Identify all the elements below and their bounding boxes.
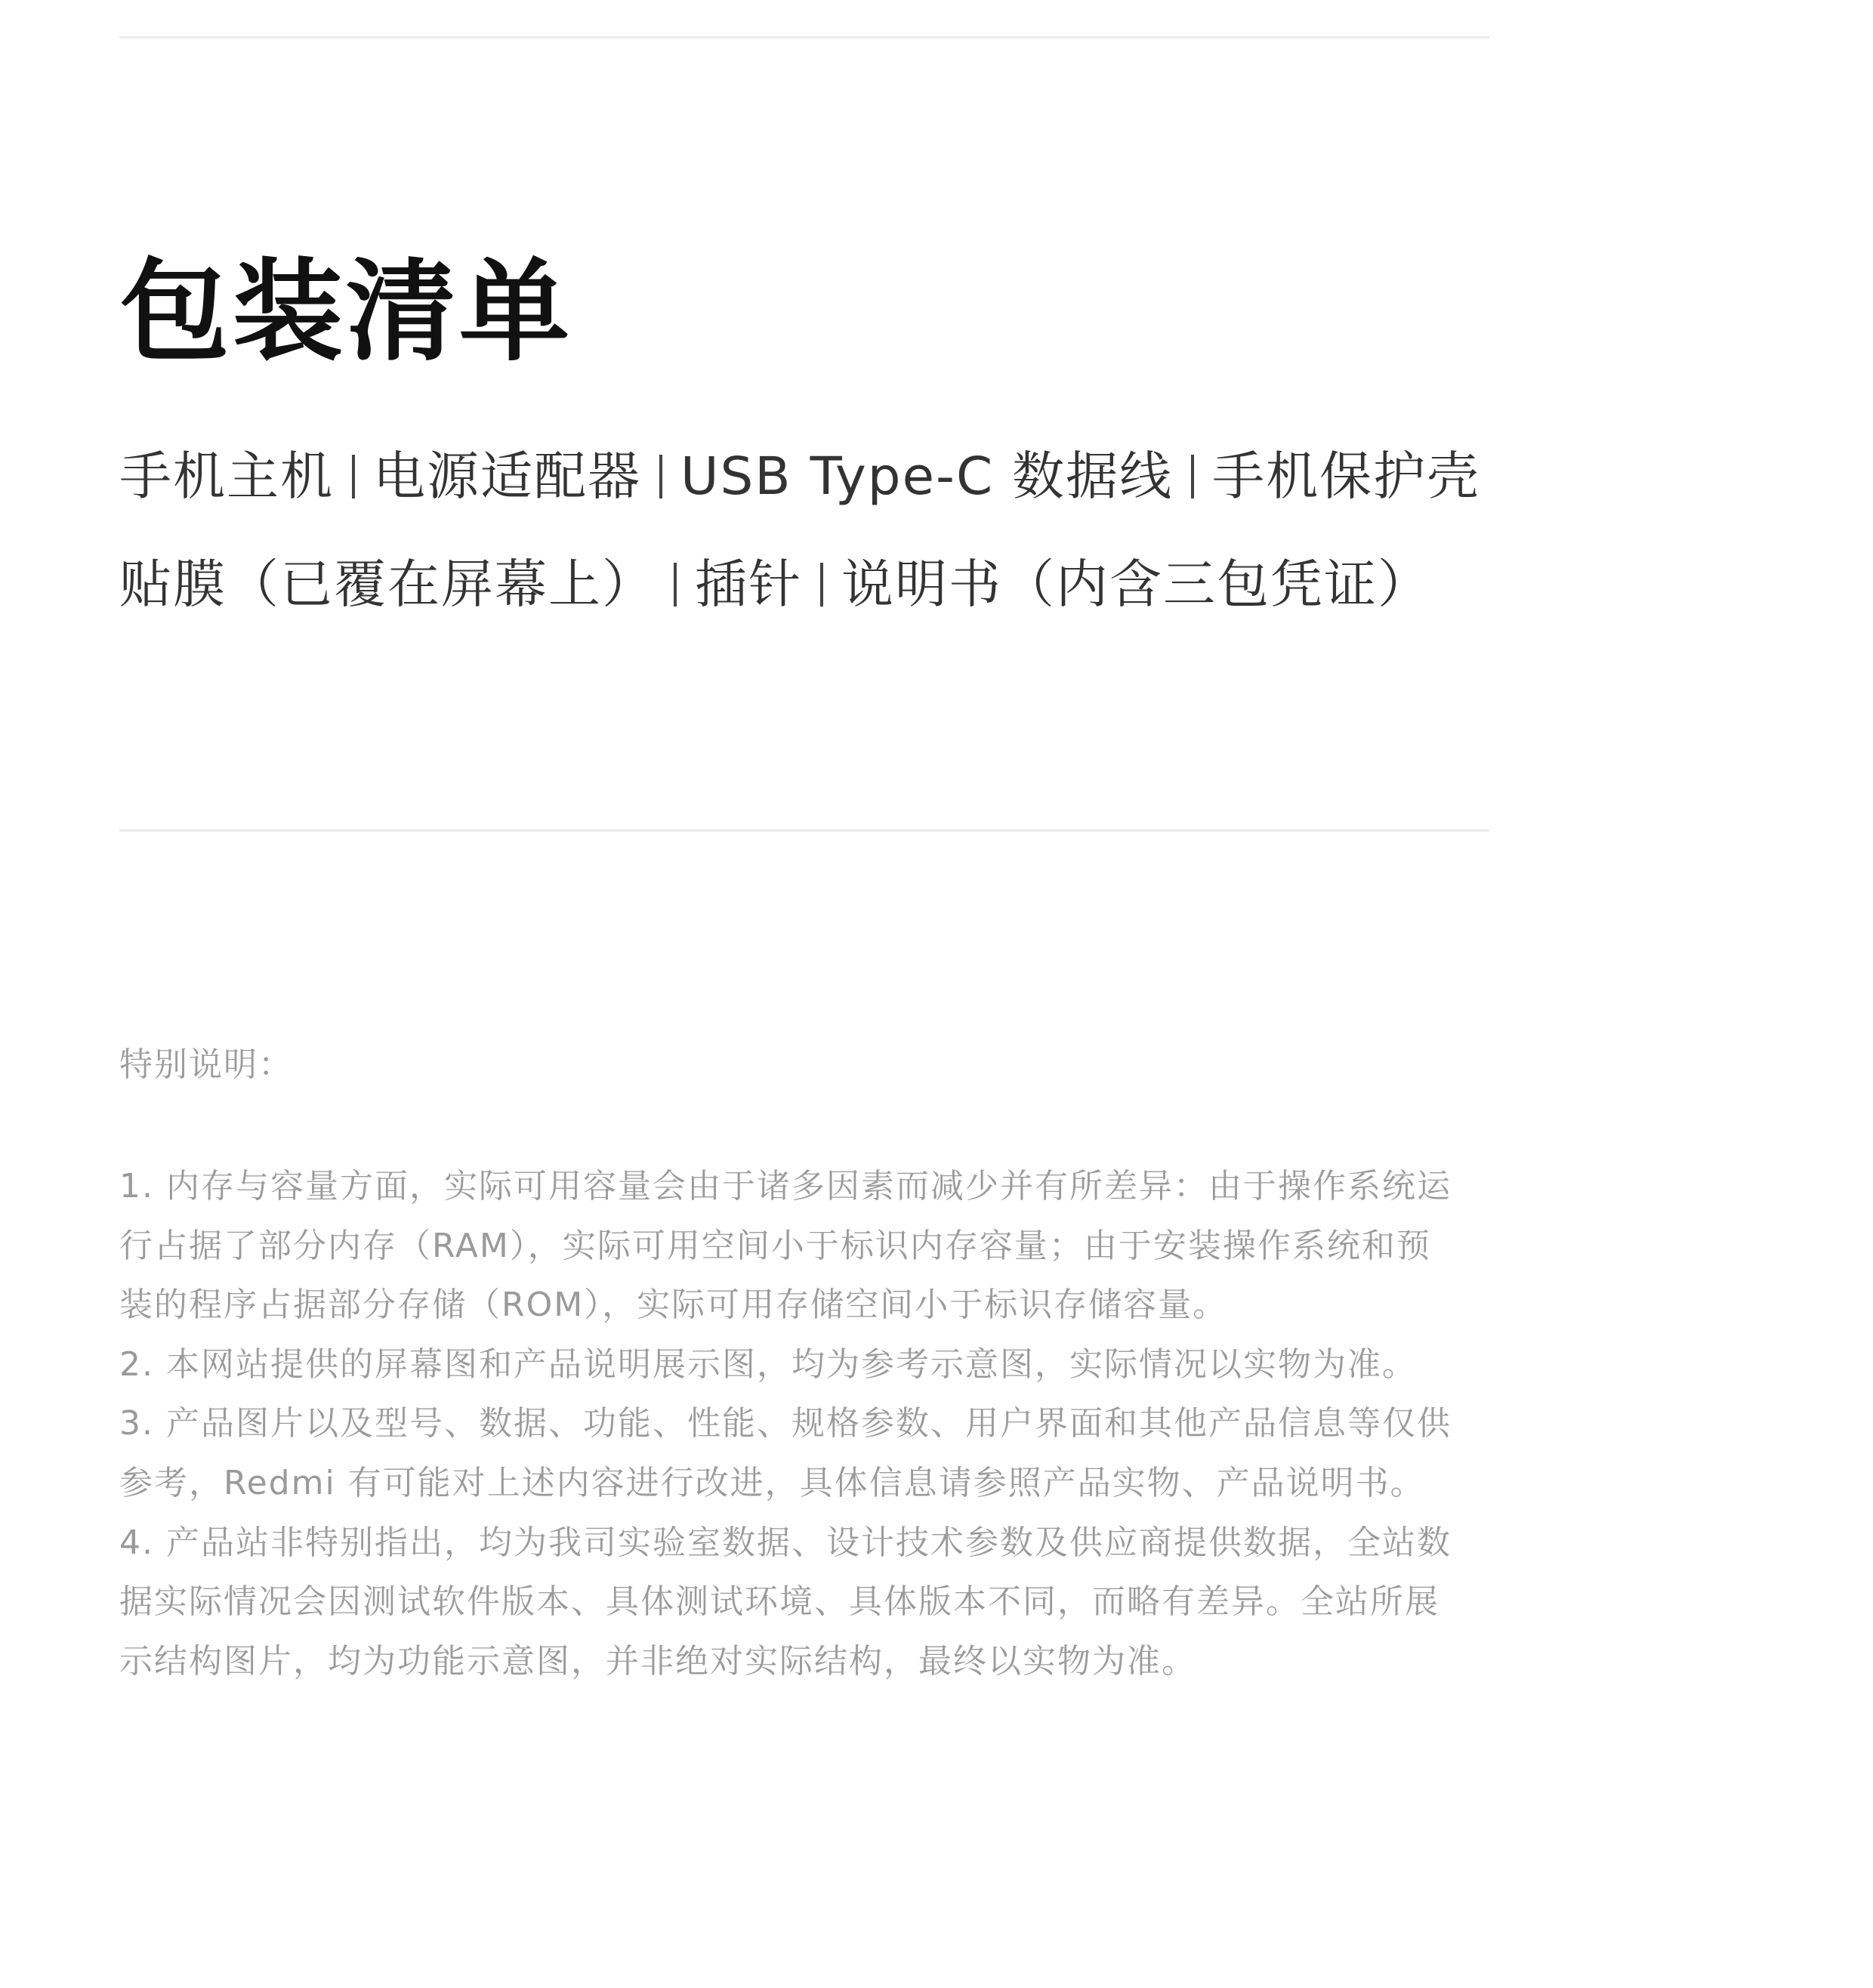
note-line: 参考，Redmi 有可能对上述内容进行改进，具体信息请参照产品实物、产品说明书。: [119, 1463, 1425, 1502]
top-divider: [119, 36, 1489, 39]
note-item-3: [119, 1394, 1486, 1513]
package-item: 手机主机: [119, 446, 334, 507]
item-separator: [674, 563, 677, 607]
notes-list: [119, 1157, 1486, 1691]
notes-title: 特别说明：: [119, 1045, 293, 1084]
note-line: 1. 内存与容量方面，实际可用容量会由于诸多因素而减少并有所差异：由于操作系统运: [119, 1167, 1452, 1205]
section-divider: [119, 829, 1489, 832]
note-line: 2. 本网站提供的屏幕图和产品说明展示图，均为参考示意图，实际情况以实物为准。: [119, 1344, 1417, 1384]
package-item: USB Type-C 数据线: [680, 446, 1174, 507]
note-line: 装的程序占据部分存储（ROM），实际可用存储空间小于标识存储容量。: [119, 1286, 1228, 1325]
note-line: 3. 产品图片以及型号、数据、功能、性能、规格参数、用户界面和其他产品信息等仅供: [119, 1404, 1452, 1443]
package-item: 插针: [695, 554, 802, 615]
package-list-title: 包装清单: [119, 248, 572, 376]
item-separator: [820, 563, 823, 607]
note-item-2: [119, 1335, 1486, 1395]
note-item-1: [119, 1157, 1486, 1335]
item-separator: [352, 455, 355, 499]
item-separator: [1191, 455, 1194, 499]
item-separator: [659, 455, 662, 499]
note-line: 示结构图片，均为功能示意图，并非绝对实际结构，最终以实物为准。: [119, 1641, 1196, 1681]
package-item: 贴膜（已覆在屏幕上）: [119, 554, 656, 615]
package-item: 说明书（内含三包凭证）: [841, 554, 1431, 615]
note-line: 4. 产品站非特别指出，均为我司实验室数据、设计技术参数及供应商提供数据，全站数: [119, 1523, 1452, 1562]
note-line: 行占据了部分内存（RAM），实际可用空间小于标识内存容量；由于安装操作系统和预: [119, 1226, 1431, 1265]
package-contents-row-2: [119, 531, 1509, 639]
note-item-4: [119, 1514, 1486, 1692]
package-item: 电源适配器: [373, 446, 641, 507]
package-item: 手机保护壳: [1212, 446, 1481, 507]
package-contents: [119, 423, 1509, 639]
package-contents-row-1: [119, 423, 1509, 531]
note-line: 据实际情况会因测试软件版本、具体测试环境、具体版本不同，而略有差异。全站所展: [119, 1582, 1439, 1622]
